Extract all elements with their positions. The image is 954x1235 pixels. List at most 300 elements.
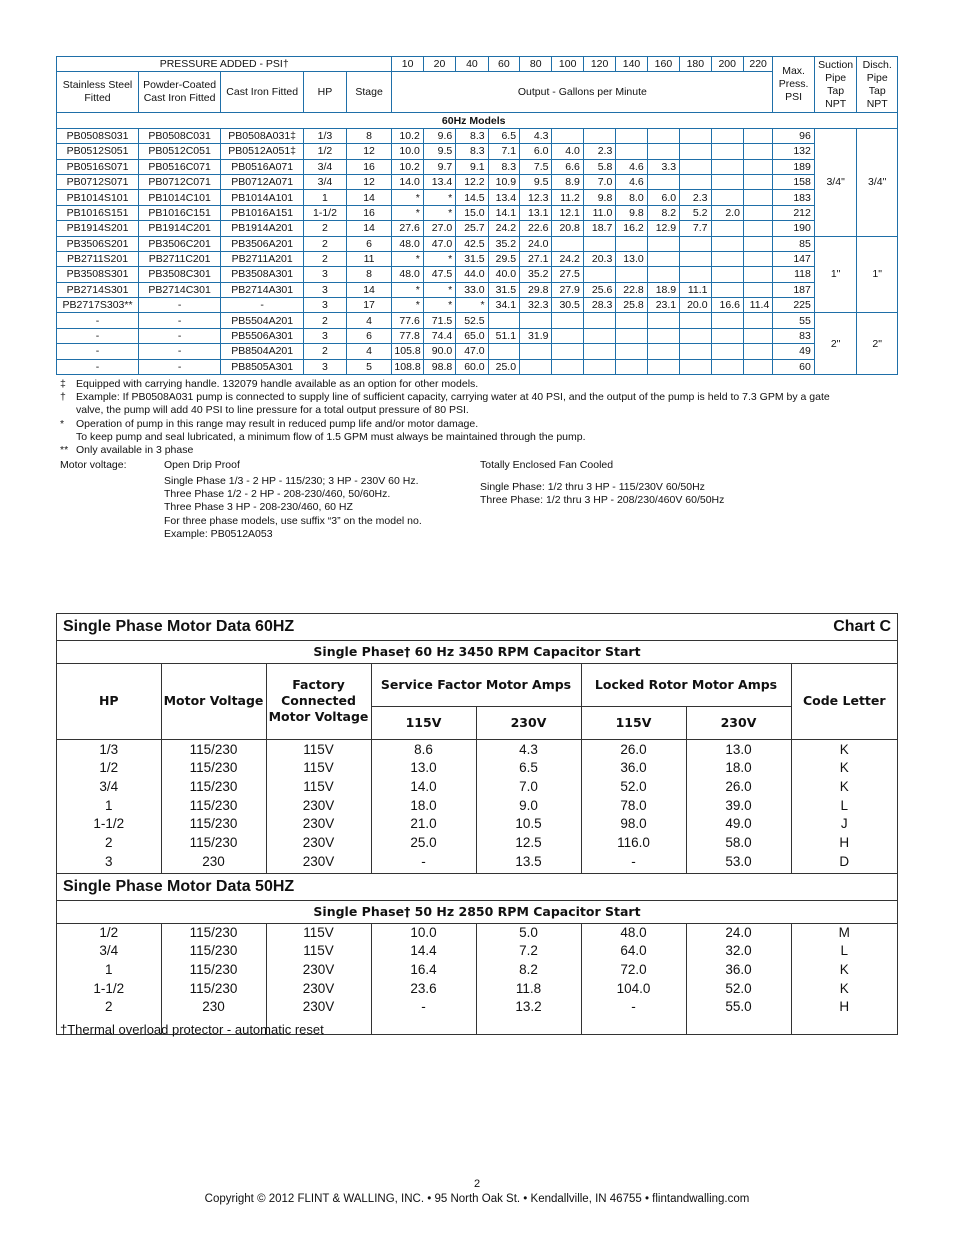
gpm-value: 6.6 xyxy=(552,159,583,174)
pressure-value: 160 xyxy=(647,57,679,72)
powder-coated-model: PB3508C301 xyxy=(139,267,221,282)
gpm-value xyxy=(520,344,552,359)
factory-voltage-cell: 230V xyxy=(302,835,335,851)
code-letter-cell: J xyxy=(840,816,848,832)
gpm-value xyxy=(743,205,772,220)
gpm-value xyxy=(743,251,772,266)
stainless-model: - xyxy=(57,328,139,343)
lr-230v-cell: 53.0 xyxy=(725,853,752,869)
gpm-value xyxy=(711,236,743,251)
powder-coated-model: PB2711C201 xyxy=(139,251,221,266)
gpm-value: 24.2 xyxy=(552,251,583,266)
gpm-value: 7.5 xyxy=(520,159,552,174)
gpm-value xyxy=(711,344,743,359)
odp-lines xyxy=(164,475,422,541)
gpm-value xyxy=(616,313,647,328)
gpm-value xyxy=(680,174,711,189)
gpm-value: 9.5 xyxy=(423,144,455,159)
gpm-value xyxy=(711,144,743,159)
lr-115v-cell-column xyxy=(581,739,686,873)
gpm-value xyxy=(552,236,583,251)
lr-115v-cell: 78.0 xyxy=(620,797,647,813)
gpm-value xyxy=(743,328,772,343)
output-header: Output - Gallons per Minute xyxy=(392,72,773,113)
gpm-value: 108.8 xyxy=(392,359,423,374)
gpm-value: 40.0 xyxy=(488,267,519,282)
gpm-value xyxy=(616,359,647,374)
gpm-value xyxy=(647,128,679,143)
gpm-value: 51.1 xyxy=(488,328,519,343)
chart-c xyxy=(56,613,898,1035)
disch-size: 2" xyxy=(857,313,898,375)
gpm-value xyxy=(743,359,772,374)
sf-115v-cell-column xyxy=(371,739,476,873)
hp-value: 2 xyxy=(304,236,347,251)
motor-voltage-cell: 230 xyxy=(202,853,225,869)
lr-115v-cell: 72.0 xyxy=(620,961,647,977)
gpm-value xyxy=(711,159,743,174)
gpm-value: 9.8 xyxy=(583,190,615,205)
sf-230v-cell: 7.2 xyxy=(519,943,538,959)
sf-115v-cell: 18.0 xyxy=(410,797,437,813)
gpm-value xyxy=(616,344,647,359)
gpm-value: * xyxy=(423,282,455,297)
sf-230v-cell: 5.0 xyxy=(519,924,538,940)
gpm-value xyxy=(583,328,615,343)
hp-value: 1/3 xyxy=(304,128,347,143)
hp-cell: 3/4 xyxy=(99,943,119,959)
gpm-value: 9.8 xyxy=(616,205,647,220)
pump-row xyxy=(57,236,898,251)
chart-label: Chart C xyxy=(833,618,891,635)
motor-voltage-cell: 115/230 xyxy=(189,943,238,959)
motor-50hz-body xyxy=(57,924,897,1034)
motor-voltage-cell: 115/230 xyxy=(189,778,238,794)
stainless-model: PB2711S201 xyxy=(57,251,139,266)
note-handle: Equipped with carrying handle. 132079 handle available as an option for other models. xyxy=(76,378,479,390)
gpm-value: 31.5 xyxy=(488,282,519,297)
suction-size: 2" xyxy=(814,313,857,375)
factory-voltage-cell-column xyxy=(266,924,371,1034)
gpm-value: 23.1 xyxy=(647,298,679,313)
pump-row xyxy=(57,359,898,374)
motor-voltage-cell: 115/230 xyxy=(189,961,238,977)
sf-230v-cell: 12.5 xyxy=(515,835,542,851)
gpm-value xyxy=(680,267,711,282)
stage-value: 4 xyxy=(346,313,392,328)
lr-115v-cell: 116.0 xyxy=(617,835,650,851)
gpm-value: 14.0 xyxy=(392,174,423,189)
gpm-value: 7.0 xyxy=(583,174,615,189)
gpm-value xyxy=(711,251,743,266)
factory-voltage-cell: 115V xyxy=(303,778,334,794)
hp-cell: 2 xyxy=(104,835,113,851)
gpm-value xyxy=(711,328,743,343)
gpm-value: 24.0 xyxy=(520,236,552,251)
code-letter-col-header: Code Letter xyxy=(791,664,897,739)
stage-value: 17 xyxy=(346,298,392,313)
sf-115v-cell-column xyxy=(371,924,476,1034)
motor-voltage-col-header: Motor Voltage xyxy=(161,664,266,739)
factory-voltage-cell: 230V xyxy=(302,961,335,977)
code-letter-cell: L xyxy=(840,797,849,813)
stage-value: 14 xyxy=(346,190,392,205)
factory-voltage-col-header: Factory Connected Motor Voltage xyxy=(266,664,371,739)
pump-row xyxy=(57,205,898,220)
max-pressure: 225 xyxy=(773,298,815,313)
chart-50hz-title-bar xyxy=(57,873,897,901)
gpm-value: 6.0 xyxy=(520,144,552,159)
hp-cell: 1-1/2 xyxy=(93,980,125,996)
powder-coated-model: PB3506C201 xyxy=(139,236,221,251)
stainless-model: PB1014S101 xyxy=(57,190,139,205)
lr-230v-cell-column xyxy=(686,739,791,873)
stage-value: 12 xyxy=(346,144,392,159)
section-label-60hz: 60Hz Models xyxy=(392,113,773,128)
gpm-value: 13.0 xyxy=(616,251,647,266)
motor-voltage-cell: 230 xyxy=(202,999,225,1015)
hp-cell: 3 xyxy=(104,853,113,869)
lr-115v-cell: 26.0 xyxy=(620,741,647,757)
sf-230v-cell: 8.2 xyxy=(519,961,538,977)
stainless-model: - xyxy=(57,344,139,359)
hp-cell: 1 xyxy=(104,961,113,977)
chart-50hz-subtitle: Single Phase† 50 Hz 2850 RPM Capacitor Start xyxy=(57,901,897,924)
lr-230v-cell-column xyxy=(686,924,791,1034)
factory-voltage-cell: 230V xyxy=(302,980,335,996)
gpm-value: 12.1 xyxy=(552,205,583,220)
sf-230v-cell: 10.5 xyxy=(515,816,542,832)
gpm-value: 15.0 xyxy=(456,205,488,220)
gpm-value xyxy=(583,267,615,282)
gpm-value xyxy=(616,267,647,282)
pump-row xyxy=(57,251,898,266)
max-pressure: 96 xyxy=(773,128,815,143)
pump-row xyxy=(57,344,898,359)
gpm-value: 9.5 xyxy=(520,174,552,189)
pressure-value: 20 xyxy=(423,57,455,72)
stainless-model: PB1016S151 xyxy=(57,205,139,220)
note-mark: ** xyxy=(60,444,69,457)
gpm-value: 8.3 xyxy=(456,128,488,143)
sf-115v-header: 115V xyxy=(371,706,476,739)
gpm-value: 65.0 xyxy=(456,328,488,343)
gpm-value: * xyxy=(423,205,455,220)
lr-230v-cell: 26.0 xyxy=(725,778,752,794)
disch-size: 3/4" xyxy=(857,128,898,236)
gpm-value: 13.4 xyxy=(423,174,455,189)
gpm-value xyxy=(743,144,772,159)
pressure-value: 200 xyxy=(711,57,743,72)
sf-115v-cell: 25.0 xyxy=(410,835,437,851)
stainless-model: - xyxy=(57,313,139,328)
powder-coated-model: PB1016C151 xyxy=(139,205,221,220)
sf-230v-cell: 9.0 xyxy=(519,797,538,813)
code-letter-cell: L xyxy=(840,943,848,959)
gpm-value xyxy=(583,359,615,374)
lr-115v-cell: 64.0 xyxy=(620,943,647,959)
hp-value: 3 xyxy=(304,298,347,313)
lr-230v-cell: 13.0 xyxy=(725,741,752,757)
gpm-value xyxy=(488,344,519,359)
gpm-value xyxy=(647,313,679,328)
pressure-value: 80 xyxy=(520,57,552,72)
code-letter-cell: H xyxy=(839,999,850,1015)
gpm-value xyxy=(647,144,679,159)
gpm-value: 12.9 xyxy=(647,221,679,236)
stage-value: 8 xyxy=(346,128,392,143)
powder-coated-model: - xyxy=(139,328,221,343)
pressure-value: 40 xyxy=(456,57,488,72)
lr-230v-cell: 49.0 xyxy=(725,816,752,832)
motor-voltage-cell-column xyxy=(161,739,266,873)
gpm-value: 74.4 xyxy=(423,328,455,343)
hp-value: 1 xyxy=(304,190,347,205)
gpm-value xyxy=(743,267,772,282)
gpm-value: 10.2 xyxy=(392,128,423,143)
gpm-value: * xyxy=(423,251,455,266)
stainless-model: PB3508S301 xyxy=(57,267,139,282)
gpm-value xyxy=(680,236,711,251)
lr-230v-cell: 18.0 xyxy=(725,760,752,776)
cast-iron-model: PB8504A201 xyxy=(221,344,304,359)
pump-row xyxy=(57,267,898,282)
gpm-value: 8.9 xyxy=(552,174,583,189)
lr-115v-cell: - xyxy=(631,999,636,1015)
cast-iron-model: PB1914A201 xyxy=(221,221,304,236)
hp-value: 2 xyxy=(304,251,347,266)
gpm-value: 8.3 xyxy=(456,144,488,159)
gpm-value: 9.7 xyxy=(423,159,455,174)
lr-115v-cell: 104.0 xyxy=(616,980,651,996)
gpm-value: 105.8 xyxy=(392,344,423,359)
lr-230v-cell: 58.0 xyxy=(725,835,752,851)
motor-voltage-cell: 115/230 xyxy=(189,924,238,940)
pump-row xyxy=(57,144,898,159)
hp-value: 3/4 xyxy=(304,174,347,189)
odp-line: Three Phase 1/2 - 2 HP - 208-230/460, 50/60Hz. xyxy=(164,488,391,501)
gpm-value: 33.0 xyxy=(456,282,488,297)
lr-115v-cell: - xyxy=(631,853,636,869)
max-pressure: 132 xyxy=(773,144,815,159)
cast-iron-model: PB2714A301 xyxy=(221,282,304,297)
gpm-value: 7.7 xyxy=(680,221,711,236)
gpm-value xyxy=(711,267,743,282)
max-pressure: 83 xyxy=(773,328,815,343)
code-letter-cell: D xyxy=(839,853,850,869)
motor-table-60hz xyxy=(57,664,897,873)
gpm-value xyxy=(680,313,711,328)
sf-230v-cell: 7.0 xyxy=(519,778,538,794)
gpm-value: 12.3 xyxy=(520,190,552,205)
gpm-value: 25.8 xyxy=(616,298,647,313)
gpm-value xyxy=(680,328,711,343)
gpm-value xyxy=(680,159,711,174)
cast-iron-model: PB0516A071 xyxy=(221,159,304,174)
gpm-value xyxy=(647,236,679,251)
sf-230v-cell-column xyxy=(476,739,581,873)
gpm-value: 16.6 xyxy=(711,298,743,313)
gpm-value xyxy=(647,174,679,189)
stage-value: 6 xyxy=(346,328,392,343)
gpm-value: 7.1 xyxy=(488,144,519,159)
service-factor-col-header: Service Factor Motor Amps xyxy=(371,664,581,706)
code-letter-cell: K xyxy=(839,760,849,776)
lr-115v-cell: 48.0 xyxy=(620,924,647,940)
motor-voltage-cell: 115/230 xyxy=(189,760,238,776)
gpm-value: 11.2 xyxy=(552,190,583,205)
factory-voltage-cell: 230V xyxy=(302,816,335,832)
hp-value: 1-1/2 xyxy=(304,205,347,220)
gpm-value: 20.3 xyxy=(583,251,615,266)
gpm-value: 11.4 xyxy=(743,298,772,313)
note-mark: ‡ xyxy=(60,378,66,390)
gpm-value xyxy=(743,174,772,189)
gpm-value xyxy=(520,359,552,374)
max-pressure: 212 xyxy=(773,205,815,220)
lr-230v-cell: 36.0 xyxy=(725,961,752,977)
gpm-value xyxy=(647,251,679,266)
pump-row xyxy=(57,174,898,189)
gpm-value: 20.0 xyxy=(680,298,711,313)
gpm-value xyxy=(552,313,583,328)
factory-voltage-cell-column xyxy=(266,739,371,873)
gpm-value xyxy=(711,359,743,374)
hp-value: 1/2 xyxy=(304,144,347,159)
powder-coated-model: PB1014C101 xyxy=(139,190,221,205)
hp-cell: 1 xyxy=(104,797,113,813)
gpm-value xyxy=(647,267,679,282)
gpm-value xyxy=(743,221,772,236)
gpm-value: 32.3 xyxy=(520,298,552,313)
gpm-value: 25.0 xyxy=(488,359,519,374)
gpm-value: 8.0 xyxy=(616,190,647,205)
gpm-value: 47.5 xyxy=(423,267,455,282)
sf-115v-cell: 14.0 xyxy=(410,778,437,794)
powder-coated-model: PB0712C071 xyxy=(139,174,221,189)
gpm-value: 13.1 xyxy=(520,205,552,220)
hp-cell: 3/4 xyxy=(99,778,119,794)
tefc-title: Totally Enclosed Fan Cooled xyxy=(480,459,614,471)
pump-row xyxy=(57,190,898,205)
max-pressure: 190 xyxy=(773,221,815,236)
factory-voltage-cell: 230V xyxy=(302,853,335,869)
gpm-value xyxy=(743,236,772,251)
gpm-value xyxy=(743,159,772,174)
sf-115v-cell: 8.6 xyxy=(414,741,433,757)
stainless-model: PB2717S303** xyxy=(57,298,139,313)
page-number: 2 xyxy=(473,1178,481,1190)
gpm-value: 25.6 xyxy=(583,282,615,297)
motor-voltage-label: Motor voltage: xyxy=(60,459,127,471)
note-operation-cont: To keep pump and seal lubricated, a minimum flow of 1.5 GPM must always be maintained through the pump. xyxy=(76,430,586,443)
gpm-value: 5.8 xyxy=(583,159,615,174)
sf-230v-cell: 6.5 xyxy=(519,760,538,776)
max-pressure: 158 xyxy=(773,174,815,189)
hp-value: 3/4 xyxy=(304,159,347,174)
note-three-phase: Only available in 3 phase xyxy=(76,444,194,457)
chart-60hz-subtitle: Single Phase† 60 Hz 3450 RPM Capacitor Start xyxy=(57,641,897,664)
hp-cell-column xyxy=(57,924,161,1034)
gpm-value: 11.0 xyxy=(583,205,615,220)
disch-size: 1" xyxy=(857,236,898,313)
gpm-value: 2.3 xyxy=(583,144,615,159)
gpm-value xyxy=(711,174,743,189)
powder-coated-model: - xyxy=(139,344,221,359)
gpm-value xyxy=(616,128,647,143)
gpm-value: 35.2 xyxy=(520,267,552,282)
gpm-value xyxy=(552,128,583,143)
gpm-value: 35.2 xyxy=(488,236,519,251)
gpm-value: 10.0 xyxy=(392,144,423,159)
lr-115v-cell-column xyxy=(581,924,686,1034)
stainless-header: Stainless Steel Fitted xyxy=(57,72,139,113)
gpm-value: 3.3 xyxy=(647,159,679,174)
hp-value: 3 xyxy=(304,267,347,282)
thermal-footnote: †Thermal overload protector - automatic reset xyxy=(60,1022,324,1037)
gpm-value xyxy=(743,128,772,143)
cast-iron-model: PB0508A031‡ xyxy=(221,128,304,143)
gpm-value: 20.8 xyxy=(552,221,583,236)
note-mark: † xyxy=(60,391,66,404)
powder-coated-model: - xyxy=(139,359,221,374)
gpm-value: 4.6 xyxy=(616,174,647,189)
odp-line: Single Phase 1/3 - 2 HP - 115/230; 3 HP - 230V 60 Hz. xyxy=(164,475,419,487)
lr-230v-cell: 32.0 xyxy=(725,943,752,959)
gpm-value: 2.3 xyxy=(680,190,711,205)
sf-115v-cell: - xyxy=(421,999,426,1015)
code-letter-cell: M xyxy=(838,924,850,940)
gpm-value: 34.1 xyxy=(488,298,519,313)
lr-230v-cell: 24.0 xyxy=(725,924,752,940)
gpm-value: 47.0 xyxy=(423,236,455,251)
hp-value: 2 xyxy=(304,221,347,236)
gpm-value: 77.6 xyxy=(392,313,423,328)
gpm-value: 27.1 xyxy=(520,251,552,266)
pressure-added-header: PRESSURE ADDED - PSI† xyxy=(57,57,392,72)
gpm-value: 4.3 xyxy=(520,128,552,143)
gpm-value xyxy=(680,344,711,359)
gpm-value: 10.9 xyxy=(488,174,519,189)
gpm-value: 48.0 xyxy=(392,236,423,251)
pressure-value: 220 xyxy=(743,57,772,72)
cast-iron-header: Cast Iron Fitted xyxy=(221,72,304,113)
code-letter-cell-column xyxy=(791,924,897,1034)
gpm-value: 14.1 xyxy=(488,205,519,220)
lr-230v-cell: 55.0 xyxy=(725,999,752,1015)
suction-size: 3/4" xyxy=(814,128,857,236)
hp-value: 3 xyxy=(304,359,347,374)
gpm-value xyxy=(583,236,615,251)
pump-row xyxy=(57,298,898,313)
hp-cell: 1/2 xyxy=(99,924,119,940)
stage-value: 14 xyxy=(346,221,392,236)
sf-115v-cell: 16.4 xyxy=(410,961,437,977)
chart-60hz-title: Single Phase Motor Data 60HZ xyxy=(63,618,295,635)
powder-coated-model: PB0508C031 xyxy=(139,128,221,143)
gpm-value xyxy=(520,313,552,328)
hp-col-header: HP xyxy=(57,664,161,739)
suction-size: 1" xyxy=(814,236,857,313)
cast-iron-model: PB0512A051‡ xyxy=(221,144,304,159)
powder-coated-model: PB1914C201 xyxy=(139,221,221,236)
stage-value: 12 xyxy=(346,174,392,189)
lr-115v-cell: 52.0 xyxy=(620,778,647,794)
motor-voltage-cell-column xyxy=(161,924,266,1034)
gpm-value xyxy=(711,128,743,143)
sf-115v-cell: 14.4 xyxy=(410,943,437,959)
gpm-value: 16.2 xyxy=(616,221,647,236)
